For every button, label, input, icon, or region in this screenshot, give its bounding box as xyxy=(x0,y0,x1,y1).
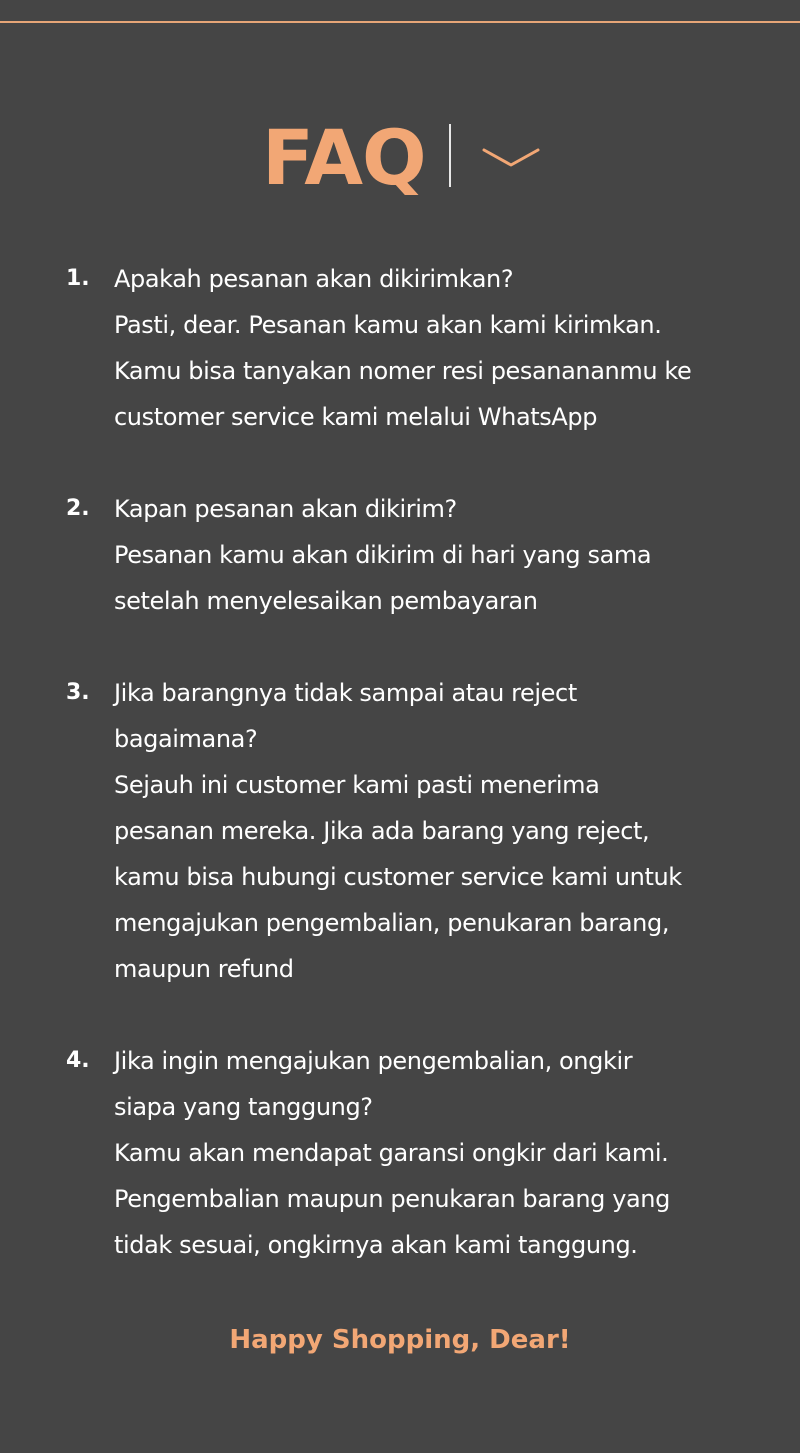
faq-question: Kapan pesanan akan dikirim? xyxy=(114,495,457,523)
faq-item xyxy=(0,1038,800,1268)
faq-answer: Pasti, dear. Pesanan kamu akan kami kirimkan. Kamu bisa tanyakan nomer resi pesanananmu ke customer service kami melalui WhatsApp xyxy=(114,311,692,431)
faq-question: Jika barangnya tidak sampai atau reject bagaimana? xyxy=(114,679,577,753)
top-divider xyxy=(0,21,800,23)
title-divider xyxy=(449,124,451,187)
chevron-down-icon[interactable] xyxy=(482,146,540,168)
faq-answer: Pesanan kamu akan dikirim di hari yang sama setelah menyelesaikan pembayaran xyxy=(114,541,652,615)
faq-item xyxy=(0,256,800,440)
faq-item-number: 3. xyxy=(66,680,90,705)
faq-question: Jika ingin mengajukan pengembalian, ongkir siapa yang tanggung? xyxy=(114,1047,633,1121)
faq-list xyxy=(0,256,800,1314)
closing-message: Happy Shopping, Dear! xyxy=(229,1325,571,1355)
faq-header[interactable] xyxy=(0,108,800,208)
faq-item xyxy=(0,670,800,992)
faq-item-number: 4. xyxy=(66,1048,90,1073)
faq-item-number: 2. xyxy=(66,496,90,521)
faq-item-number: 1. xyxy=(66,266,90,291)
faq-item xyxy=(0,486,800,624)
faq-answer: Sejauh ini customer kami pasti menerima pesanan mereka. Jika ada barang yang reject, kamu bisa hubungi customer service kami untuk mengajukan pengembalian, penukaran barang, maupun refund xyxy=(114,771,682,983)
faq-question: Apakah pesanan akan dikirimkan? xyxy=(114,265,514,293)
faq-title: FAQ xyxy=(262,113,426,202)
faq-answer: Kamu akan mendapat garansi ongkir dari kami. Pengembalian maupun penukaran barang yang tidak sesuai, ongkirnya akan kami tanggung. xyxy=(114,1139,670,1259)
